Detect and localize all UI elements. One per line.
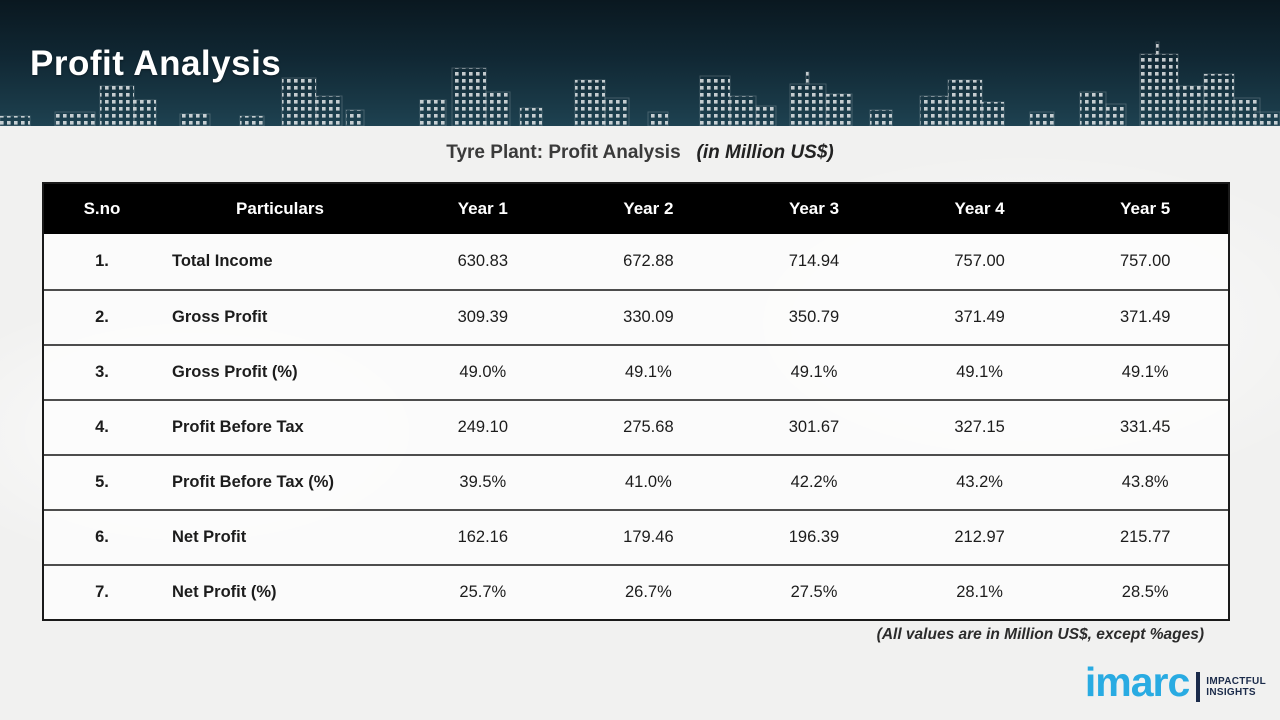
row-particular: Gross Profit — [172, 308, 268, 326]
row-sno: 7. — [95, 583, 109, 601]
column-header-year3: Year 3 — [788, 199, 840, 218]
profit-table — [42, 182, 1230, 621]
row-sno: 6. — [95, 528, 109, 546]
logo-tagline — [1206, 676, 1266, 698]
row-value-year4: 371.49 — [954, 308, 1005, 326]
table-row — [44, 289, 1228, 344]
row-value-year3: 49.1% — [790, 363, 838, 381]
row-value-year4: 327.15 — [954, 418, 1005, 436]
row-value-year3: 301.67 — [788, 418, 840, 436]
table-title-unit: (in Million US$) — [696, 142, 834, 163]
row-value-year5: 331.45 — [1119, 418, 1171, 436]
row-value-year2: 49.1% — [624, 363, 672, 381]
table-body — [44, 234, 1228, 619]
row-value-year3: 42.2% — [790, 473, 838, 491]
row-value-year4: 43.2% — [956, 473, 1003, 491]
row-particular: Profit Before Tax (%) — [172, 473, 334, 491]
logo-divider — [1196, 672, 1200, 702]
column-header-particulars: Particulars — [236, 199, 324, 218]
row-value-year5: 28.5% — [1121, 583, 1169, 601]
column-header-year1: Year 1 — [457, 199, 508, 218]
table-row — [44, 564, 1228, 619]
logo-tagline-line1: IMPACTFUL — [1206, 676, 1266, 687]
row-value-year1: 25.7% — [459, 583, 507, 601]
row-sno: 2. — [95, 308, 109, 326]
row-value-year1: 309.39 — [457, 308, 509, 326]
row-value-year3: 196.39 — [788, 528, 840, 546]
table-header-row — [44, 184, 1228, 234]
row-particular: Profit Before Tax — [172, 418, 304, 436]
row-sno: 3. — [95, 363, 109, 381]
table-row — [44, 234, 1228, 289]
row-sno: 5. — [95, 473, 109, 491]
row-value-year2: 275.68 — [623, 418, 674, 436]
row-value-year4: 28.1% — [956, 583, 1003, 601]
table-row — [44, 454, 1228, 509]
page-title: Profit Analysis — [30, 44, 282, 83]
row-value-year1: 162.16 — [457, 528, 509, 546]
row-value-year3: 714.94 — [788, 252, 840, 270]
table-row — [44, 509, 1228, 564]
row-value-year1: 630.83 — [457, 252, 509, 270]
row-sno: 1. — [95, 252, 109, 270]
column-header-sno: S.no — [83, 199, 121, 218]
column-header-year4: Year 4 — [954, 199, 1005, 218]
row-value-year1: 39.5% — [459, 473, 507, 491]
column-header-year2: Year 2 — [623, 199, 674, 218]
column-header-year5: Year 5 — [1120, 199, 1171, 218]
row-value-year5: 43.8% — [1121, 473, 1169, 491]
row-value-year2: 672.88 — [623, 252, 674, 270]
row-particular: Net Profit — [172, 528, 247, 546]
row-particular: Net Profit (%) — [172, 583, 277, 601]
row-value-year1: 49.0% — [459, 363, 507, 381]
table-title — [0, 142, 1280, 164]
row-value-year4: 212.97 — [954, 528, 1005, 546]
table-row — [44, 399, 1228, 454]
row-value-year4: 49.1% — [956, 363, 1003, 381]
row-value-year2: 179.46 — [623, 528, 674, 546]
row-value-year2: 26.7% — [624, 583, 672, 601]
row-value-year5: 371.49 — [1119, 308, 1171, 326]
row-value-year3: 27.5% — [790, 583, 838, 601]
row-value-year1: 249.10 — [457, 418, 509, 436]
logo-tagline-line2: INSIGHTS — [1206, 687, 1256, 698]
table-title-main: Tyre Plant: Profit Analysis — [446, 142, 681, 163]
top-banner — [0, 0, 1280, 126]
row-value-year2: 330.09 — [623, 308, 674, 326]
row-value-year5: 757.00 — [1119, 252, 1171, 270]
table-row — [44, 344, 1228, 399]
row-value-year2: 41.0% — [624, 473, 672, 491]
row-particular: Total Income — [172, 252, 273, 270]
footnote: (All values are in Million US$, except %ages) — [876, 626, 1204, 643]
row-value-year5: 215.77 — [1119, 528, 1171, 546]
row-sno: 4. — [95, 418, 109, 436]
row-value-year5: 49.1% — [1121, 363, 1169, 381]
row-value-year3: 350.79 — [788, 308, 840, 326]
row-particular: Gross Profit (%) — [172, 363, 298, 381]
row-value-year4: 757.00 — [954, 252, 1005, 270]
imarc-logo — [1085, 658, 1266, 706]
logo-wordmark: imarc — [1084, 659, 1190, 705]
